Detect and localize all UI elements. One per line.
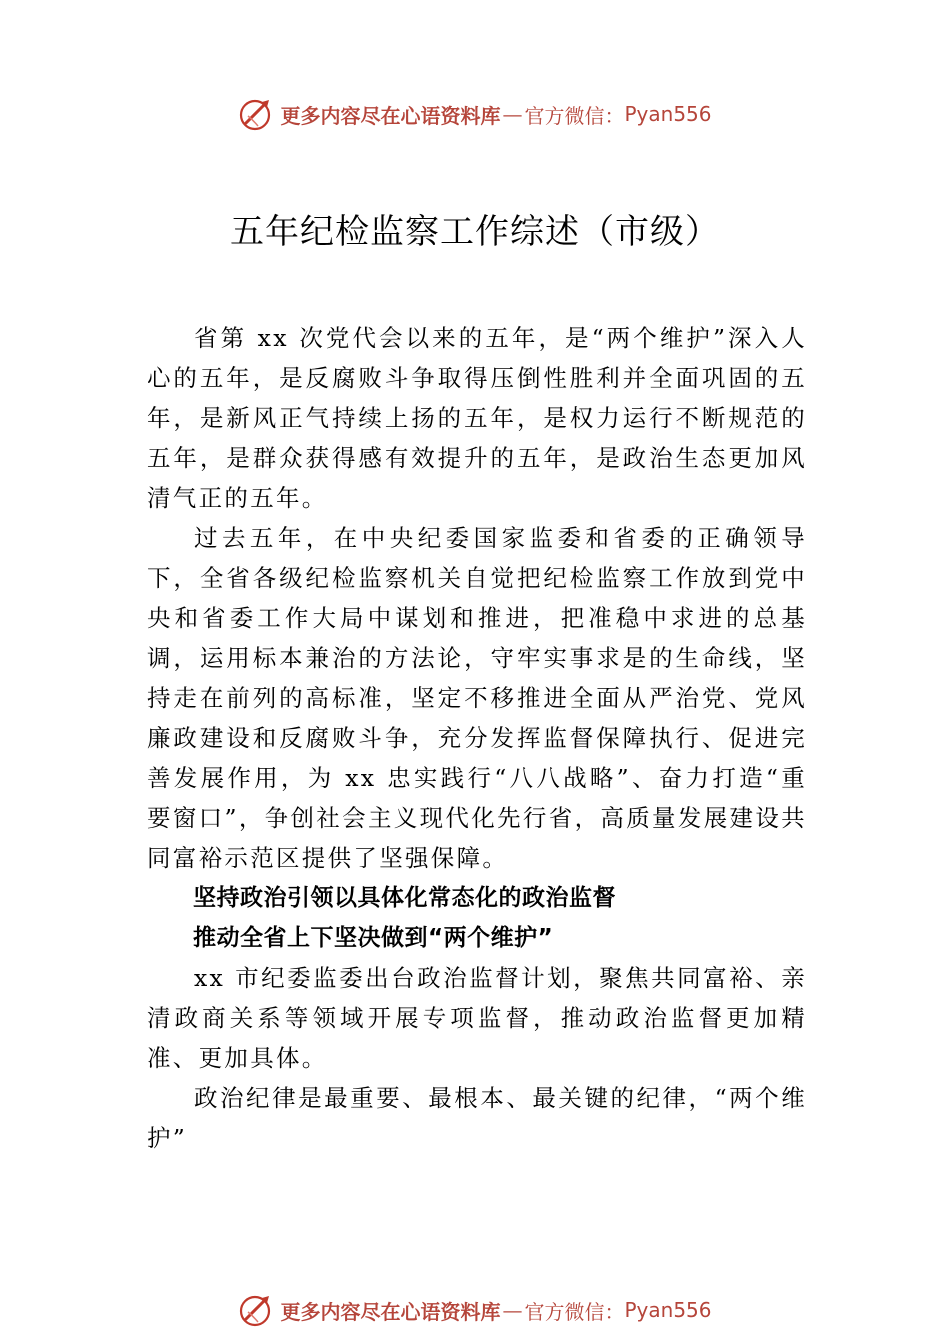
banner-separator: — (502, 102, 523, 126)
document-title: 五年纪检监察工作综述（市级） (230, 212, 720, 252)
footer-banner (0, 1290, 950, 1330)
paragraph: xx 市纪委监委出台政治监督计划，聚焦共同富裕、亲清政商关系等领域开展专项监督，推动政治监督更加精准、更加具体。 (147, 964, 807, 1072)
pen-logo-icon (238, 1292, 274, 1328)
header-banner (0, 94, 950, 134)
pen-logo-icon (238, 96, 274, 132)
section-heading-line-1: 坚持政治引领以具体化常态化的政治监督 (193, 885, 616, 911)
banner-wechat-id: Pyan556 (624, 102, 712, 126)
paragraph: 省第 xx 次党代会以来的五年，是“两个维护”深入人心的五年，是反腐败斗争取得压倒性胜利并全面巩固的五年，是新风正气持续上扬的五年，是权力运行不断规范的五年，是群众获得感有效提升的五年，是政治生态更加风清气正的五年。 (147, 324, 807, 512)
document-body (147, 318, 807, 1158)
banner-official-label: 官方微信： (524, 103, 625, 128)
paragraph: 政治纪律是最重要、最根本、最关键的纪律，“两个维护” (147, 1084, 807, 1152)
banner-brand: 更多内容尽在心语资料库 (280, 103, 501, 128)
paragraph: 过去五年，在中央纪委国家监委和省委的正确领导下，全省各级纪检监察机关自觉把纪检监察工作放到党中央和省委工作大局中谋划和推进，把准稳中求进的总基调，运用标本兼治的方法论，守牢实事求是的生命线，坚持走在前列的高标准，坚定不移推进全面从严治党、党风廉政建设和反腐败斗争，充分发挥监督保障执行、促进完善发展作用，为 xx 忠实践行“八八战略”、奋力打造“重要窗口”，争创社会主义现代化先行省，高质量发展建设共同富裕示范区提供了坚强保障。 (147, 524, 807, 872)
banner-wechat-id: Pyan556 (624, 1298, 712, 1322)
banner-separator: — (502, 1298, 523, 1322)
section-heading-line-2: 推动全省上下坚决做到“两个维护” (193, 925, 554, 951)
banner-brand: 更多内容尽在心语资料库 (280, 1299, 501, 1324)
banner-official-label: 官方微信： (524, 1299, 625, 1324)
